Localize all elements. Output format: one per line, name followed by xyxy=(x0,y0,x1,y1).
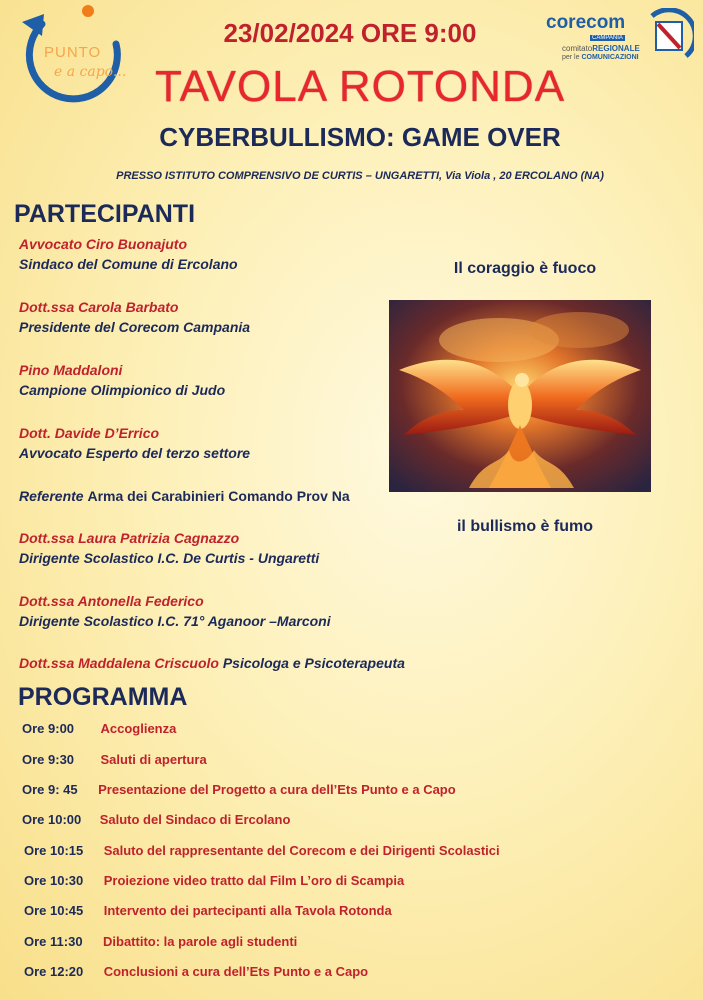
phoenix-image xyxy=(389,300,651,492)
program-activity: Saluti di apertura xyxy=(100,752,207,767)
participant-role: Presidente del Corecom Campania xyxy=(19,319,251,335)
participant-role: Dirigente Scolastico I.C. De Curtis - Ungaretti xyxy=(19,550,320,566)
program-time: Ore 10:00 xyxy=(22,812,82,827)
program-item-4 xyxy=(22,811,290,829)
logo-text-line1: PUNTO xyxy=(44,44,102,61)
event-subtitle: CYBERBULLISMO: GAME OVER xyxy=(159,122,561,152)
program-item-7 xyxy=(24,902,392,920)
participants-heading: PARTECIPANTI xyxy=(14,200,196,228)
participant-name: Dott.ssa Carola Barbato xyxy=(19,299,179,315)
corecom-name: corecom xyxy=(546,12,626,33)
program-item-1 xyxy=(22,720,176,738)
program-heading: PROGRAMMA xyxy=(18,683,188,711)
slogan-bottom: il bullismo è fumo xyxy=(456,518,593,535)
program-activity: Presentazione del Progetto a cura dell’Ets Punto e a Capo xyxy=(98,782,456,797)
program-activity: Intervento dei partecipanti alla Tavola Rotonda xyxy=(103,903,392,918)
program-item-9 xyxy=(24,963,368,981)
program-activity: Proiezione video tratto dal Film L’oro di Scampia xyxy=(103,873,405,888)
participant-role: Sindaco del Comune di Ercolano xyxy=(19,256,238,272)
program-activity: Accoglienza xyxy=(100,721,177,736)
event-title: TAVOLA ROTONDA xyxy=(154,62,566,111)
event-venue: PRESSO ISTITUTO COMPRENSIVO DE CURTIS – UNGARETTI, Via Viola , 20 ERCOLANO (NA) xyxy=(116,170,604,182)
punto-e-a-capo-logo xyxy=(12,4,132,104)
program-item-3 xyxy=(22,781,456,799)
participant-role: Arma dei Carabinieri Comando Prov Na xyxy=(87,488,350,504)
program-item-6 xyxy=(24,872,404,890)
corecom-subtitle-1: comitatoREGIONALE xyxy=(562,44,640,53)
corecom-logo xyxy=(546,8,696,70)
participant-name: Dott.ssa Antonella Federico xyxy=(19,593,204,609)
participant-role: Avvocato Esperto del terzo settore xyxy=(19,445,251,461)
participant-role: Campione Olimpionico di Judo xyxy=(19,382,226,398)
program-activity: Conclusioni a cura dell’Ets Punto e a Capo xyxy=(103,964,369,979)
program-time: Ore 12:20 xyxy=(24,964,84,979)
campania-emblem-icon xyxy=(646,8,694,64)
participant-name: Dott.ssa Maddalena Criscuolo xyxy=(19,655,219,671)
phoenix-icon xyxy=(389,300,651,492)
participant-name: Pino Maddaloni xyxy=(19,362,123,378)
participant-role: Dirigente Scolastico I.C. 71° Aganoor –Marconi xyxy=(19,613,331,629)
program-item-8 xyxy=(24,933,297,951)
participant-role: Psicologa e Psicoterapeuta xyxy=(222,655,405,671)
program-activity: Saluto del rappresentante del Corecom e dei Dirigenti Scolastici xyxy=(103,843,500,858)
participant-4 xyxy=(19,423,250,463)
program-time: Ore 11:30 xyxy=(24,934,83,949)
participant-2 xyxy=(19,297,250,337)
program-time: Ore 9:30 xyxy=(22,752,75,767)
program-item-5 xyxy=(24,842,500,860)
slogan-top: Il coraggio è fuoco xyxy=(453,260,597,277)
participant-name: Dott.ssa Laura Patrizia Cagnazzo xyxy=(19,530,240,546)
program-time: Ore 10:30 xyxy=(24,873,84,888)
program-time: Ore 10:15 xyxy=(24,843,84,858)
program-time: Ore 9:00 xyxy=(22,721,75,736)
participant-1 xyxy=(19,234,238,274)
event-date-time: 23/02/2024 ORE 9:00 xyxy=(223,18,477,48)
program-time: Ore 10:45 xyxy=(24,903,84,918)
participant-6 xyxy=(19,528,319,568)
participant-3 xyxy=(19,360,225,400)
participant-name: Avvocato Ciro Buonajuto xyxy=(19,236,188,252)
corecom-region: CAMPANIA xyxy=(592,35,623,41)
participant-7 xyxy=(19,591,331,631)
participant-name: Referente xyxy=(19,488,84,504)
program-time: Ore 9: 45 xyxy=(22,782,78,797)
participant-8 xyxy=(19,653,405,673)
participant-name: Dott. Davide D’Errico xyxy=(19,425,160,441)
corecom-subtitle-2: per le COMUNICAZIONI xyxy=(562,54,639,61)
program-activity: Dibattito: la parole agli studenti xyxy=(103,934,298,949)
program-item-2 xyxy=(22,751,207,769)
participant-5 xyxy=(19,486,350,506)
program-activity: Saluto del Sindaco di Ercolano xyxy=(99,812,291,827)
logo-text-line2: e a capo... xyxy=(54,64,127,80)
